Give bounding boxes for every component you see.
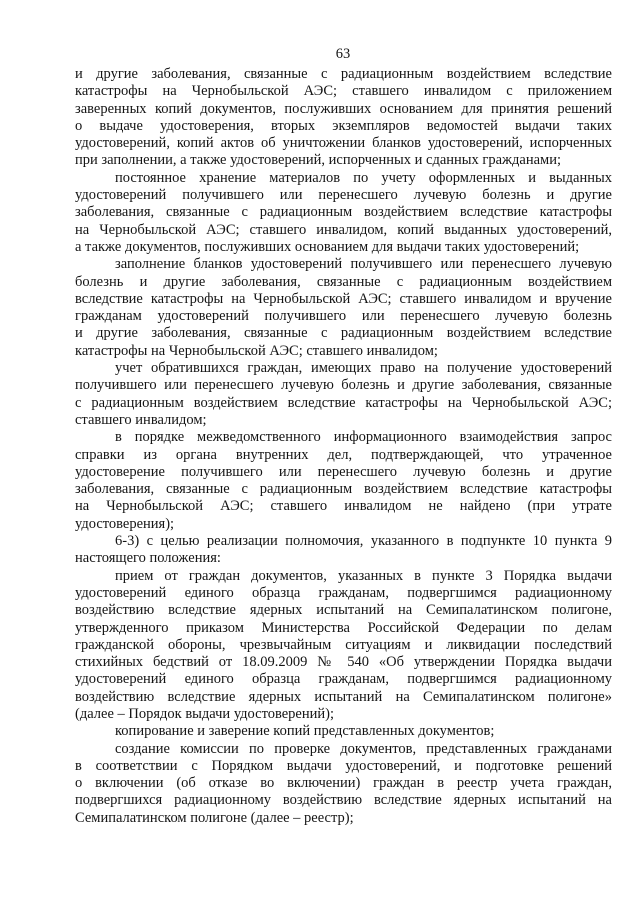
text-line: стихийных бедствий от 18.09.2009 № 540 «Об утверждении Порядка выдачи	[75, 654, 612, 671]
text-line: постоянное хранение материалов по учету оформленных и выданных	[115, 169, 612, 186]
paragraph	[75, 66, 612, 170]
text-line: на Чернобыльской АЭС; ставшего инвалидом, копий выданных удостоверений,	[75, 221, 612, 238]
text-line: и другие заболевания, связанные с радиационным воздействием вследствие	[75, 325, 612, 342]
text-line: заболевания, связанные с радиационным воздействием вследствие катастрофы	[75, 481, 612, 498]
text-line: удостоверение получившего или перенесшего лучевую болезнь и другие	[75, 463, 612, 480]
body-text	[75, 66, 612, 827]
text-line: удостоверений, копий актов об уничтожении бланков удостоверений, испорченных	[75, 135, 612, 152]
text-line: с радиационным воздействием вследствие катастрофы на Чернобыльской АЭС;	[75, 394, 612, 411]
text-line: копирование и заверение копий представленных документов;	[115, 723, 495, 740]
text-line: катастрофы на Чернобыльской АЭС; ставшего инвалидом с приложением	[75, 83, 612, 100]
text-line: на Чернобыльской АЭС; ставшего инвалидом не найдено (при утрате	[75, 498, 612, 515]
text-line: справки из органа внутренних дел, подтверждающей, что утраченное	[75, 446, 612, 463]
paragraph	[75, 256, 612, 360]
text-line: катастрофы на Чернобыльской АЭС; ставшего инвалидом;	[75, 342, 438, 359]
text-line: (далее – Порядок выдачи удостоверений);	[75, 705, 334, 722]
paragraph	[75, 533, 612, 568]
text-line: и другие заболевания, связанные с радиационным воздействием вследствие	[75, 66, 612, 82]
text-line: гражданам удостоверений получившего или перенесшего лучевую болезнь	[75, 308, 612, 325]
text-line: подвергшихся радиационному воздействию вследствие ядерных испытаний на	[75, 792, 612, 809]
text-line: создание комиссии по проверке документов, представленных гражданами	[115, 740, 612, 757]
text-line: Семипалатинском полигоне (далее – реестр);	[75, 809, 354, 826]
text-line: получившего или перенесшего лучевую болезнь и другие заболевания, связанные	[75, 377, 612, 394]
page-number: 63	[335, 46, 351, 62]
text-line: ставшего инвалидом;	[75, 411, 207, 428]
paragraph	[75, 723, 612, 740]
text-line: заверенных копий документов, послуживших основанием для принятия решений	[75, 100, 612, 117]
text-line: учет обратившихся граждан, имеющих право на получение удостоверений	[115, 360, 612, 377]
text-line: настоящего положения:	[75, 550, 221, 567]
text-line: 6-3) с целью реализации полномочия, указанного в подпункте 10 пункта 9	[115, 533, 612, 550]
paragraph	[75, 429, 612, 533]
text-line: прием от граждан документов, указанных в пункте 3 Порядка выдачи	[115, 567, 612, 584]
text-line: о выдаче удостоверения, вторых экземпляров ведомостей выдачи таких	[75, 117, 612, 134]
text-line: удостоверений единого образца гражданам, подвергшимся радиационному	[75, 671, 612, 688]
text-line: удостоверений единого образца гражданам, подвергшимся радиационному	[75, 584, 612, 601]
text-line: воздействию вследствие ядерных испытаний на Семипалатинском полигоне»	[75, 688, 612, 705]
text-line: удостоверения);	[75, 515, 175, 532]
paragraph	[75, 741, 612, 827]
text-line: гражданской обороны, чрезвычайным ситуациям и ликвидации последствий	[75, 636, 612, 653]
text-line: вследствие катастрофы на Чернобыльской АЭС; ставшего инвалидом и вручение	[75, 290, 612, 307]
text-line: о включении (об отказе во включении) граждан в реестр учета граждан,	[75, 775, 612, 792]
paragraph	[75, 360, 612, 429]
paragraph	[75, 568, 612, 724]
text-line: заболевания, связанные с радиационным воздействием вследствие катастрофы	[75, 204, 612, 221]
text-line: болезнь и другие заболевания, связанные с радиационным воздействием	[75, 273, 612, 290]
text-line: а также документов, послуживших основанием для выдачи таких удостоверений;	[75, 238, 580, 255]
text-line: заполнение бланков удостоверений получившего или перенесшего лучевую	[115, 256, 612, 273]
text-line: удостоверений получившего или перенесшего лучевую болезнь и другие	[75, 187, 612, 204]
text-line: при заполнении, а также удостоверений, испорченных и сданных гражданами;	[75, 152, 562, 169]
text-line: утвержденного приказом Министерства Российской Федерации по делам	[75, 619, 612, 636]
text-line: в порядке межведомственного информационного взаимодействия запрос	[115, 429, 612, 446]
text-line: воздействию вследствие ядерных испытаний на Семипалатинском полигоне,	[75, 602, 612, 619]
text-line: в соответствии с Порядком выдачи удостоверений, и подготовке решений	[75, 757, 612, 774]
paragraph	[75, 170, 612, 256]
